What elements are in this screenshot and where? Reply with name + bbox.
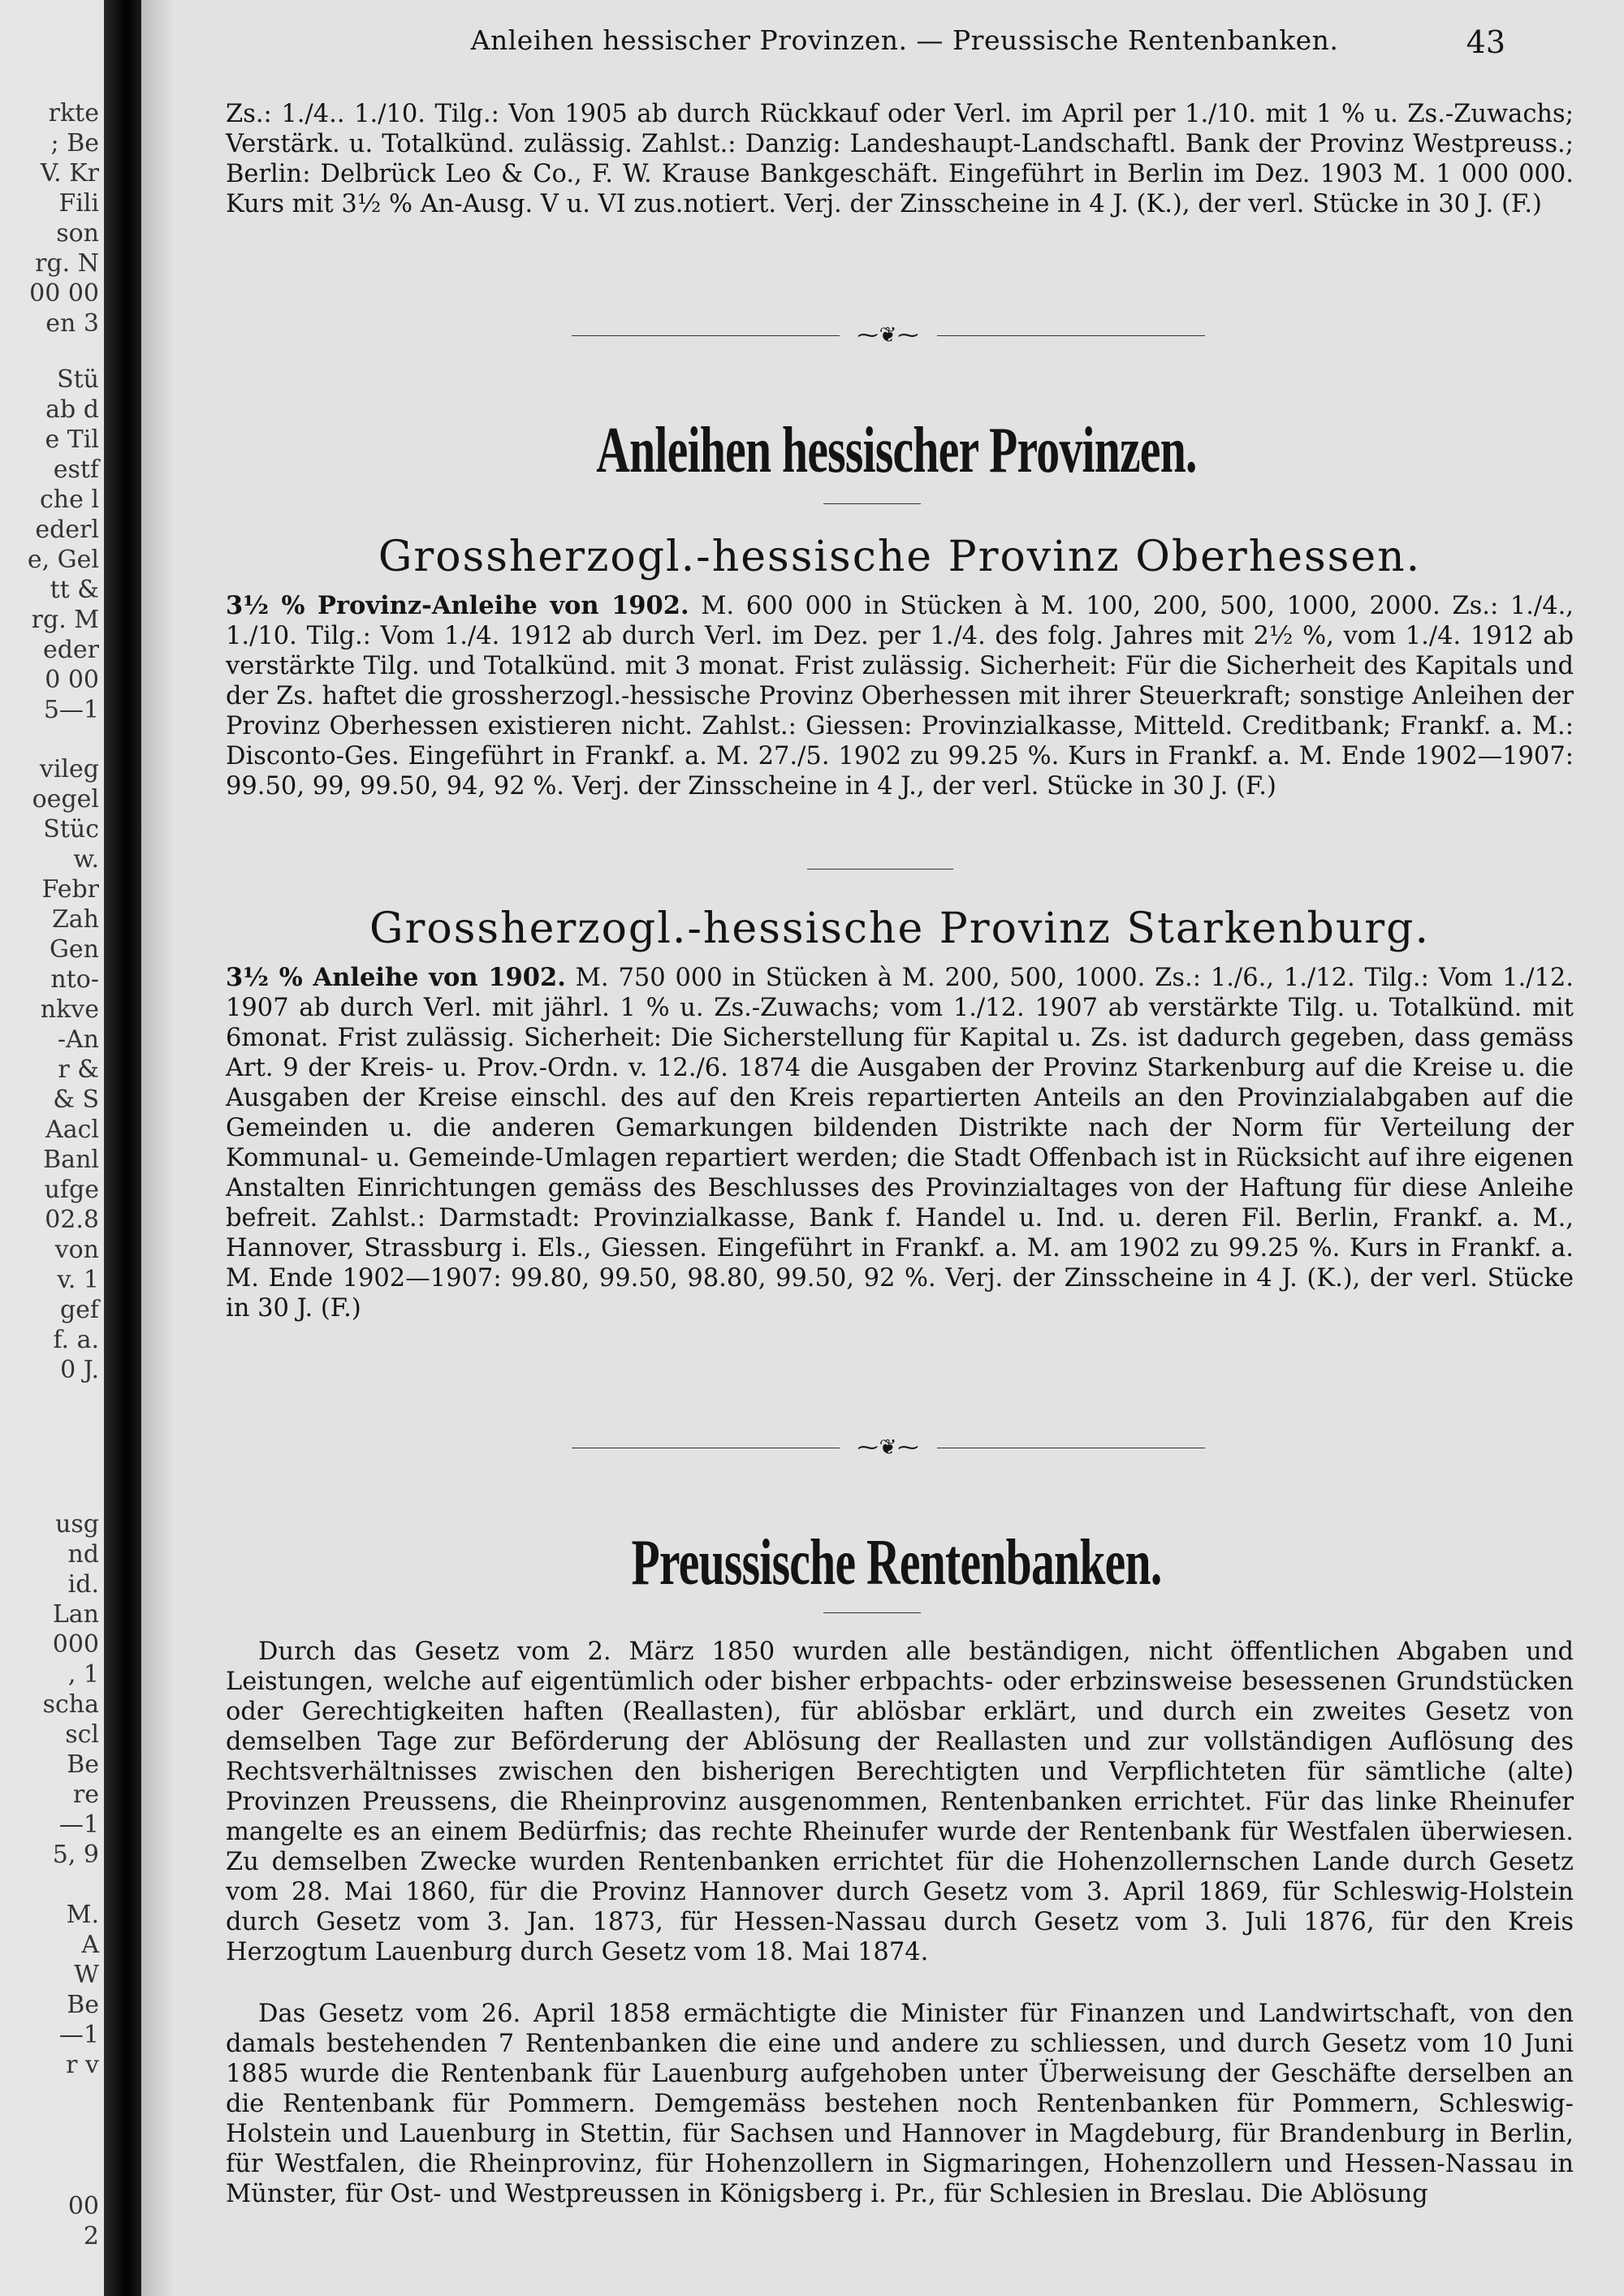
- section-title-hessen: Anleihen hessischer Provinzen.: [596, 415, 1197, 486]
- left-page-fragment: ufge: [44, 1176, 99, 1204]
- starkenburg-lead: 3½ % Anleihe von 1902.: [226, 963, 566, 992]
- left-page-fragment: f. a.: [53, 1326, 99, 1354]
- subsection-title-oberhessen: Grossherzogl.-hessische Provinz Oberhessen.: [378, 533, 1422, 581]
- left-page-fragment: tt &: [50, 576, 99, 604]
- left-page-fragment: ; Be: [50, 129, 99, 158]
- left-page-fragment: 2: [83, 2222, 99, 2251]
- left-page-fragment: usg: [55, 1510, 99, 1539]
- section-title-rentenbanken: Preussische Rentenbanken.: [631, 1527, 1162, 1599]
- running-head: Anleihen hessischer Provinzen. — Preussische Rentenbanken.: [470, 24, 1339, 56]
- left-page-fragment: v. 1: [57, 1266, 99, 1294]
- left-page-fragment: eder: [42, 636, 99, 664]
- left-page-fragment: Be: [67, 1750, 99, 1779]
- ornament-glyph: ⁓❦⁓: [857, 323, 920, 347]
- left-page-fragment: & S: [53, 1085, 99, 1114]
- left-page-fragment: 5, 9: [52, 1841, 99, 1869]
- rentenbanken-paragraph-1: Durch das Gesetz vom 2. März 1850 wurden alle beständigen, nicht öffentlichen Abgaben und Leistungen, welche auf eigentümlich oder bisher erbpachts- oder erbzinsweise besessenen Grundstücken oder Gerechtigkeiten haften (Reallasten), für ablösbar erklärt, und durch ein zweites Gesetz von demselben Tage zur Beförderung der Ablösung der Reallasten und zur vollständigen Auflösung des Rechtsverhältnisses zwischen den bisherigen Berechtigten und Verpflichteten für sämtliche (alte) Provinzen Preussens, die Rheinprovinz ausgenommen, Rentenbanken errichtet. Für das linke Rheinufer mangelte es an einem Bedürfnis; das rechte Rheinufer wurde der Rentenbank für Westfalen überwiesen. Zu demselben Zwecke wurden Rentenbanken errichtet für die Hohenzollernschen Lande durch Gesetz vom 28. Mai 1860, für die Provinz Hannover durch Gesetz vom 3. April 1869, für Schleswig-Holstein durch Gesetz vom 3. Jan. 1873, für Hessen-Nassau durch Gesetz vom 3. Juli 1876, für den Kreis Herzogtum Lauenburg durch Gesetz vom 18. Mai 1874.: [226, 1638, 1574, 1966]
- title-rule: [823, 503, 921, 504]
- left-page-fragment: scl: [65, 1720, 99, 1749]
- left-page-fragment: 00: [67, 2192, 99, 2220]
- starkenburg-body: M. 750 000 in Stücken à M. 200, 500, 1000. Zs.: 1./6., 1./12. Tilg.: Vom 1./12. 1907 ab durch Verl. mit jährl. 1 % u. Zs.-Zuwachs; vom 1./12. 1907 ab verstärkte Tilg. u. Totalkünd. mit 6monat. Frist zulässig. Sicherheit: Die Sicherstellung für Kapital u. Zs. ist dadurch gegeben, dass gemäss Art. 9 der Kreis- u. Prov.-Ordn. v. 12./6. 1874 die Ausgaben der Provinz Starkenburg auf die Kreise u. die Ausgaben der Kreise einschl. des auf den Kreis repartierten Anteils an den Provinzialabgaben auf die Gemeinden u. die anderen Gemarkungen bildenden Distrikte nach der Norm für Verteilung der Kommunal- u. Gemeinde-Umlagen repartiert werden; die Stadt Offenbach ist in Rücksicht auf ihre eigenen Anstalten Einrichtungen gemäss des Beschlusses des Provinzialtages von der Haftung für diese Anleihe befreit. Zahlst.: Darmstadt: Provinzialkasse, Bank f. Handel u. Ind. u. deren Fil. Berlin, Frankf. a. M., Hannover, Strassburg i. Els., Giessen. Eingeführt in Frankf. a. M. am 1902 zu 99.25 %. Kurs in Frankf. a. M. Ende 1902—1907: 99.80, 99.50, 98.80, 99.50, 92 %. Verj. der Zinsscheine in 4 J. (K.), der verl. Stücke in 30 J. (F.): [226, 964, 1574, 1323]
- starkenburg-entry: [226, 963, 1574, 1323]
- oberhessen-body: M. 600 000 in Stücken à M. 100, 200, 500, 1000, 2000. Zs.: 1./4., 1./10. Tilg.: Vom 1./4. 1912 ab durch Verl. im Dez. per 1./4. des folg. Jahres mit 2½ %, vom 1./4. 1912 ab verstärkte Tilg. und Totalkünd. mit 3 monat. Frist zulässig. Sicherheit: Für die Sicherheit des Kapitals und der Zs. haftet die grossherzogl.-hessische Provinz Oberhessen mit ihrer Steuerkraft; sonstige Anleihen der Provinz Oberhessen existieren nicht. Zahlst.: Giessen: Provinzialkasse, Mitteld. Creditbank; Frankf. a. M.: Disconto-Ges. Eingeführt in Frankf. a. M. 27./5. 1902 zu 99.25 %. Kurs in Frankf. a. M. Ende 1902—1907: 99.50, 99, 99.50, 94, 92 %. Verj. der Zinsscheine in 4 J., der verl. Stücke in 30 J. (F.): [226, 592, 1574, 801]
- left-page-fragment: 0 00: [45, 666, 99, 694]
- left-page-fragment: -An: [57, 1025, 99, 1054]
- subsection-title-starkenburg: Grossherzogl.-hessische Provinz Starkenburg.: [369, 904, 1430, 953]
- left-page-fragment: nd: [67, 1540, 99, 1569]
- left-page-fragment: vileg: [39, 755, 99, 783]
- left-page-fragment: e Til: [45, 425, 99, 454]
- left-page-fragment: von: [54, 1236, 99, 1264]
- left-page-fragment: e, Gel: [27, 546, 99, 574]
- left-page-fragment: nkve: [40, 995, 99, 1024]
- top-paragraph: Zs.: 1./4.. 1./10. Tilg.: Von 1905 ab durch Rückkauf oder Verl. im April per 1./10. mit 1 % u. Zs.-Zuwachs; Verstärk. u. Totalkünd. zulässig. Zahlst.: Danzig: Landeshaupt-Landschaftl. Bank der Provinz Westpreuss.; Berlin: Delbrück Leo & Co., F. W. Krause Bankgeschäft. Eingeführt in Berlin im Dez. 1903 M. 1 000 000. Kurs mit 3½ % An-Ausg. V u. VI zus.notiert. Verj. der Zinsscheine in 4 J. (K.), der verl. Stücke in 30 J. (F.): [226, 100, 1574, 218]
- left-page-fragment: , 1: [67, 1660, 99, 1689]
- left-page-fragment: 00 00: [29, 279, 99, 308]
- ornament-divider-2: [572, 1435, 1205, 1460]
- oberhessen-entry: [226, 591, 1574, 801]
- rentenbanken-paragraph-2: Das Gesetz vom 26. April 1858 ermächtigte die Minister für Finanzen und Landwirtschaft, von den damals bestehenden 7 Rentenbanken die eine und andere zu schliessen, und durch Gesetz vom 10 Juni 1885 wurde die Rentenbank für Lauenburg aufgehoben unter Überweisung der Geschäfte derselben an die Rentenbank für Pommern. Demgemäss bestehen noch Rentenbanken für Pommern, Schleswig-Holstein und Lauenburg in Stettin, für Sachsen und Hannover in Magdeburg, für Brandenburg in Berlin, für Westfalen, die Rheinprovinz, für Hohenzollern in Sigmaringen, Hohenzollern und Hessen-Nassau in Münster, für Ost- und Westpreussen in Königsberg i. Pr., für Schlesien in Breslau. Die Ablösung: [226, 2000, 1574, 2208]
- left-page-fragment: oegel: [32, 785, 99, 814]
- left-page-fragment: —1: [58, 2021, 99, 2049]
- left-page-fragment: estf: [53, 455, 99, 484]
- left-page-fragment: Gen: [49, 935, 99, 964]
- book-page: [174, 0, 1624, 2296]
- left-page-fragment: 02.8: [45, 1206, 99, 1234]
- left-page-fragment: son: [56, 219, 99, 248]
- left-page-fragment: Banl: [43, 1146, 99, 1174]
- left-page-fragment: Fili: [58, 189, 99, 218]
- left-page-fragment: gef: [59, 1296, 99, 1324]
- left-page-fragment: w.: [73, 845, 99, 874]
- left-page-fragment: r v: [66, 2051, 99, 2079]
- left-page-fragment: rkte: [48, 99, 99, 127]
- title-rule-2: [823, 1612, 921, 1613]
- oberhessen-lead: 3½ % Provinz-Anleihe von 1902.: [226, 591, 689, 620]
- left-page-fragment: Aacl: [45, 1116, 99, 1144]
- left-page-fragment: M.: [66, 1901, 99, 1929]
- left-page-fragment: rg. M: [31, 606, 99, 634]
- page-number: 43: [1466, 24, 1505, 60]
- left-page-fragment: id.: [67, 1570, 99, 1599]
- left-page-fragment: ab d: [45, 395, 99, 424]
- left-page-fragment: —1: [58, 1810, 99, 1839]
- left-page-fragment: 5—1: [43, 696, 99, 724]
- book-binding: [104, 0, 141, 2296]
- left-page-fragment: Lan: [52, 1600, 99, 1629]
- ornament-glyph-2: ⁓❦⁓: [857, 1435, 920, 1460]
- page-gutter-shadow: [141, 0, 174, 2296]
- left-page-fragment: A: [81, 1931, 99, 1959]
- left-page-fragment: che l: [39, 486, 99, 514]
- left-page-fragment: Zah: [51, 905, 99, 934]
- left-page-fragment: ederl: [35, 516, 99, 544]
- left-page-fragment: W: [74, 1961, 99, 1989]
- left-page-fragment: scha: [42, 1690, 99, 1719]
- left-page-fragment: V. Kr: [40, 159, 99, 188]
- left-page-fragment: nto-: [50, 965, 99, 994]
- entry-rule: [807, 869, 953, 870]
- left-page-fragment: Stü: [57, 365, 99, 394]
- left-page-fragment: Stüc: [43, 815, 99, 844]
- left-page-fragment: rg. N: [35, 249, 99, 278]
- left-page-fragment: 000: [52, 1630, 99, 1659]
- left-page-fragment: Febr: [41, 875, 99, 904]
- left-page-fragment: en 3: [45, 309, 99, 338]
- left-page-fragment: re: [72, 1780, 99, 1809]
- adjacent-page-strip: [0, 0, 104, 2296]
- left-page-fragment: r &: [58, 1055, 99, 1084]
- left-page-fragment: 0 J.: [60, 1356, 99, 1384]
- ornament-divider: [572, 323, 1205, 347]
- left-page-fragment: Be: [67, 1991, 99, 2019]
